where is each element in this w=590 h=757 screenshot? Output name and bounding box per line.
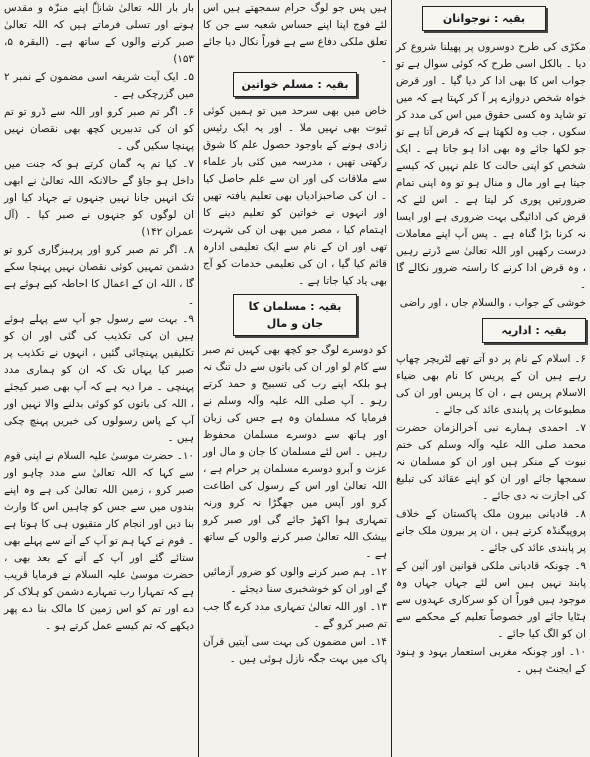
list-item: ۷۔ احمدی ہمارے نبی آخرالزمان حضرت محمد صلی اللہ علیہ وآلہ وسلم کی ختم نبوت کے منکر ہیں اور ان کو مسلمان نہ سمجھا جائے اور ان کو اپنے عقائد کی تبلیغ کی اجازت نہ دی جائے ۔	[396, 422, 586, 502]
paragraph: ۷۔ کیا تم یہ گمان کرتے ہو کہ جنت میں داخل ہو جاؤ گے حالانکہ اللہ تعالیٰ نے ابھی تک انہیں جانا نہیں جنہوں نے جہاد کیا اور ان لوگوں کو جنہوں نے صبر کیا ۔ (آل عمران ۱۴۲)	[4, 158, 194, 238]
list-item: ۱۲۔ ہم صبر کرنے والوں کو ضرور آزمائیں گے اور ان کو خوشخبری سنا دیجئے ۔	[203, 566, 387, 595]
section-body: مکڑی کی طرح دوسروں پر پھیلنا شروع کر دیا ۔ بالکل اسی طرح کہ کوئی سوال ہے تو جواب اس کا بھی ادا کر دیا گیا ۔ اور قرض خواہ شخص دروازے پر آ کر کہتا ہے کہ میں تو شاید وہ کسی حقوق میں اس کی مدد کر سکوں ، جب وہ لکھتا ہے کہ قرض آتا ہے تو جو لکھا جائے وہ بھی ادا ہو جاتا ہے ۔ ایک شخص کو اپنی حالت کا علم نہیں کہ کیسے جیتا ہے اور مال و منال ہو تو وہ اپنی تمام ضرورتیں پوری کر لیتا ہے ۔ اس لئے کہ قرض کی ادائیگی بہت ضروری ہے اور ایسا نہ کرنا بڑا گناہ ہے ۔ پس آپ اپنے معاملات درست رکھیں اور اللہ تعالیٰ سے ڈرتے رہیں ، وہ قرض ادا کرنے کا راستہ ضرور نکالے گا ۔	[396, 41, 586, 291]
section-body: خاص میں بھی سرحد میں تو ہمیں کوئی ثبوت بھی نہیں ملا ۔ اور یہ ایک رئیس زادی ہونے کے باوجود حصول علم کا شوق رکھتی تھیں ، مدرسہ میں کئی بار علماء سے ملاقات کی اور ان سے علم حاصل کیا ۔ ان کی صاحبزادیاں بھی تعلیم یافتہ تھیں اور انہوں نے خواتین کو تعلیم دینے کا اہتمام کیا ، مصر میں بھی ان کی شہرت تھی اور ان کے نام سے ایک تعلیمی ادارہ قائم کیا گیا ، ان کی تعلیمی خدمات کو آج بھی یاد کیا جاتا ہے ۔	[203, 105, 387, 287]
list-item: ۱۴۔ اس مضمون کی بہت سی آیتیں قرآن پاک میں بہت جگہ نازل ہوئی ہیں ۔	[203, 636, 387, 665]
section-heading-life-and-property: بقیہ : مسلمان کا جان و مال	[233, 294, 357, 336]
middle-column	[199, 0, 392, 757]
list-item: ۹۔ چونکہ قادیانی ملکی قوانین اور آئین کے پابند نہیں ہیں اس لئے جہاں جہاں وہ موجود ہیں فوراً ان کو سرکاری عہدوں سے ہٹایا جائے اور خصوصاً تعلیم کے محکمے سے ان کو الگ کیا جائے ۔	[396, 560, 586, 640]
section-heading-editorial: بقیہ : اداریہ	[482, 318, 586, 343]
section-heading-youth: بقیہ : نوجوانان	[422, 6, 546, 31]
paragraph: ۹۔ بہت سے رسول جو آپ سے پہلے ہوئے ہیں ان کی تکذیب کی گئی اور ان کو تکلیفیں پہنچائی گئیں ، انہوں نے تکذیب پر صبر کیا یہاں تک کہ ان کو ہماری مدد پہنچی ۔ مرا دیہ ہے کہ آپ بھی صبر کیجئے ، اللہ کی باتوں کو کوئی بدلنے والا نہیں اور آپ کے پاس رسولوں کی خبریں پہنچ چکی ہیں ۔	[4, 313, 194, 444]
section-heading-muslim-women: بقیہ : مسلم خواتین	[233, 72, 357, 97]
closing-line: خوشی کے جواب ، والسلام جاں ، اور راضی	[399, 297, 586, 309]
left-column	[0, 0, 199, 757]
paragraph: بار بار اللہ تعالیٰ شانہٗ اپنے منزّہ و مقدس ہونے اور تسلی فرماتے ہیں کہ اللہ تعالیٰ صبر کرنے والوں کے ساتھ ہے۔ (البقرہ ۵، ۱۵۳)	[4, 2, 194, 65]
paragraph: ۸۔ اگر تم صبر کرو اور پرہیزگاری کرو تو دشمن تمہیں کوئی نقصان نہیں پہنچا سکے گا ، اللہ ان کے اعمال کا احاطہ کیے ہوئے ہے ۔	[4, 244, 194, 307]
paragraph: ۵۔ ایک آیت شریفہ اسی مضمون کے نمبر ۲ میں گزرچکی ہے ۔	[4, 71, 194, 100]
right-column	[392, 0, 590, 757]
list-item: ۸۔ قادیانی بیرون ملک پاکستان کے خلاف پروپیگنڈہ کرتے ہیں ، ان پر بیرون ملک جانے پر پابندی عائد کی جائے ۔	[396, 508, 586, 554]
section-body: کو دوسرے لوگ جو کچھ بھی کہیں تم صبر سے کام لو اور ان کی باتوں سے دل تنگ نہ ہو بلکہ اپنے رب کی تسبیح و حمد کرتے رہو ۔ آپ صلی اللہ علیہ وآلہ وسلم نے فرمایا کہ مسلمان وہ ہے جس کی زبان اور ہاتھ سے دوسرے مسلمان محفوظ رہیں ۔ اس لئے مسلمان کا جان و مال اور عزت و آبرو دوسرے مسلمان پر حرام ہے ، اللہ تعالیٰ اور اس کے رسول کی اطاعت کرو اور آپس میں جھگڑا نہ کرو ورنہ تمہاری ہوا اکھڑ جائے گی اور صبر کرو بیشک اللہ تعالیٰ صبر کرنے والوں کے ساتھ ہے ۔	[203, 344, 387, 560]
paragraph: ۱۰۔ حضرت موسیٰ علیہ السلام نے اپنی قوم سے کہا کہ اللہ تعالیٰ سے مدد چاہو اور صبر کرو ، زمین اللہ تعالیٰ کی ہے وہ اپنے بندوں میں سے جس کو چاہیں اس کا وارث بنا دیں اور انجام کار متقیوں ہی کا ہوتا ہے ۔ قوم نے کہا ہم تو آپ کے آنے سے پہلے بھی ستائے گئے اور آپ کے آنے کے بعد بھی ، حضرت موسیٰ علیہ السلام نے فرمایا قریب ہے کہ تمہارا رب تمہارے دشمن کو ہلاک کر دے اور تم کو اس زمین کا مالک بنا دے پھر دیکھے کہ تم کیسے عمل کرتے ہو ۔	[4, 450, 194, 632]
list-item: ۱۰۔ اور چونکہ مغربی استعمار یہود و ہنود کے ایجنٹ ہیں ۔	[396, 646, 586, 675]
paragraph: ۶۔ اگر تم صبر کرو اور اللہ سے ڈرو تو تم کو ان کی تدبیریں کچھ بھی نقصان نہیں پہنچا سکیں گی ۔	[4, 106, 194, 152]
continuation-text: ہیں پس جو لوگ حرام سمجھتے ہیں اس لئے فوج اپنا اپنے حساس شعبہ سے جن کا تعلق ملکی دفاع سے ہے فوراً نکال دیا جائے ۔	[203, 2, 387, 65]
list-item: ۶۔ اسلام کے نام پر دو آتے تھے لٹریچر چھاپ رہے ہیں ان کے پریس کا نام بھی ضیاء الاسلام پریس ہے ، ان کا پریس اور ان کی مطبوعات پر پابندی عائد کی جائے ۔	[396, 353, 586, 416]
list-item: ۱۳۔ اور اللہ تعالیٰ تمہاری مدد کرے گا جب تم صبر کرو گے ۔	[203, 601, 387, 630]
